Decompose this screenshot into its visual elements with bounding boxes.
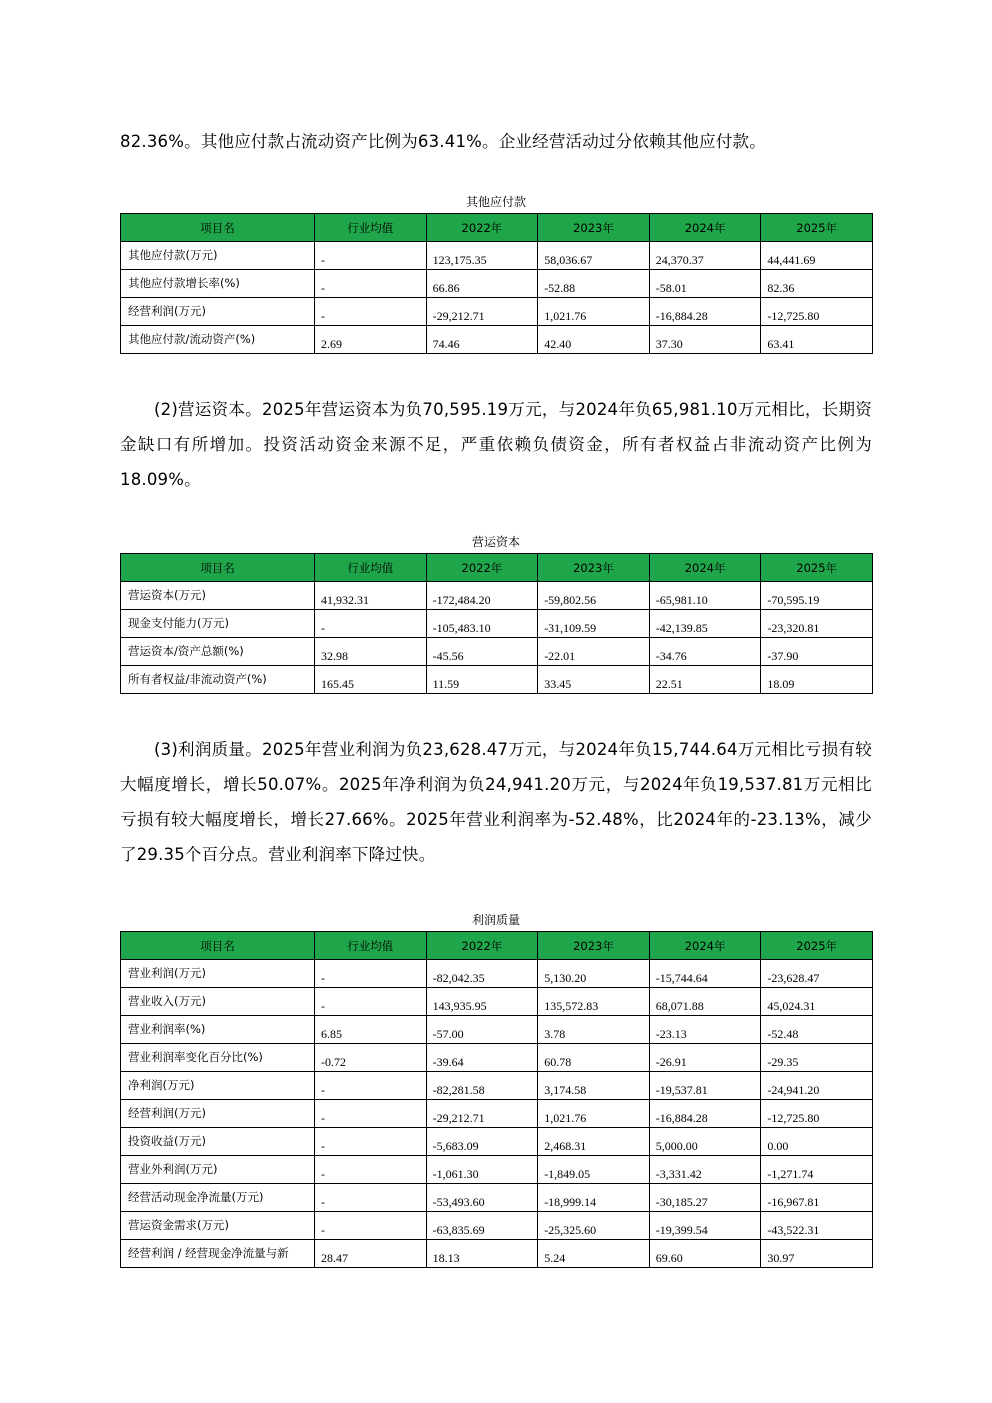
header-2023: 2023年 xyxy=(538,214,650,242)
cell-value: -30,185.27 xyxy=(649,1184,761,1212)
cell-value: 5,000.00 xyxy=(649,1128,761,1156)
cell-value: -172,484.20 xyxy=(426,582,538,610)
cell-value: 1,021.76 xyxy=(538,298,650,326)
cell-value: 24,370.37 xyxy=(649,242,761,270)
cell-value: 37.30 xyxy=(649,326,761,354)
table-row xyxy=(121,1240,873,1268)
cell-value: 74.46 xyxy=(426,326,538,354)
cell-value: -16,884.28 xyxy=(649,298,761,326)
table-caption-profit-quality: 利润质量 xyxy=(471,913,520,927)
row-label: 营业利润(万元) xyxy=(121,960,315,988)
cell-value: -25,325.60 xyxy=(538,1212,650,1240)
cell-value: 58,036.67 xyxy=(538,242,650,270)
cell-value: -45.56 xyxy=(426,638,538,666)
row-label: 营业利润率变化百分比(%) xyxy=(121,1044,315,1072)
cell-value: -29,212.71 xyxy=(426,1100,538,1128)
header-2024: 2024年 xyxy=(649,932,761,960)
cell-value: 69.60 xyxy=(649,1240,761,1268)
row-label: 经营活动现金净流量(万元) xyxy=(121,1184,315,1212)
cell-value: - xyxy=(315,270,427,298)
cell-value: -16,967.81 xyxy=(761,1184,873,1212)
table-row xyxy=(121,1072,873,1100)
cell-value: -3,331.42 xyxy=(649,1156,761,1184)
table-row xyxy=(121,1156,873,1184)
row-label: 营运资本/资产总额(%) xyxy=(121,638,315,666)
profit-quality-table xyxy=(120,931,873,1268)
cell-value: 82.36 xyxy=(761,270,873,298)
row-label: 经营利润(万元) xyxy=(121,1100,315,1128)
cell-value: - xyxy=(315,1128,427,1156)
cell-value: 3.78 xyxy=(538,1016,650,1044)
table-row xyxy=(121,326,873,354)
cell-value: -23,320.81 xyxy=(761,610,873,638)
cell-value: -0.72 xyxy=(315,1044,427,1072)
cell-value: -58.01 xyxy=(649,270,761,298)
cell-value: -1,061.30 xyxy=(426,1156,538,1184)
cell-value: 135,572.83 xyxy=(538,988,650,1016)
cell-value: 66.86 xyxy=(426,270,538,298)
cell-value: -52.88 xyxy=(538,270,650,298)
table-row xyxy=(121,1100,873,1128)
cell-value: - xyxy=(315,1156,427,1184)
cell-value: -5,683.09 xyxy=(426,1128,538,1156)
cell-value: -42,139.85 xyxy=(649,610,761,638)
cell-value: -23,628.47 xyxy=(761,960,873,988)
cell-value: 11.59 xyxy=(426,666,538,694)
header-item-name: 项目名 xyxy=(121,554,315,582)
cell-value: 6.85 xyxy=(315,1016,427,1044)
cell-value: - xyxy=(315,1100,427,1128)
cell-value: - xyxy=(315,610,427,638)
other-payables-table xyxy=(120,213,873,354)
cell-value: 28.47 xyxy=(315,1240,427,1268)
header-item-name: 项目名 xyxy=(121,214,315,242)
row-label: 净利润(万元) xyxy=(121,1072,315,1100)
cell-value: 45,024.31 xyxy=(761,988,873,1016)
table-row xyxy=(121,666,873,694)
cell-value: -59,802.56 xyxy=(538,582,650,610)
row-label: 营业利润率(%) xyxy=(121,1016,315,1044)
header-2023: 2023年 xyxy=(538,554,650,582)
working-capital-table xyxy=(120,553,873,694)
cell-value: 68,071.88 xyxy=(649,988,761,1016)
cell-value: -29.35 xyxy=(761,1044,873,1072)
header-item-name: 项目名 xyxy=(121,932,315,960)
cell-value: - xyxy=(315,242,427,270)
cell-value: -24,941.20 xyxy=(761,1072,873,1100)
row-label: 其他应付款(万元) xyxy=(121,242,315,270)
table-row xyxy=(121,1212,873,1240)
cell-value: -22.01 xyxy=(538,638,650,666)
cell-value: -12,725.80 xyxy=(761,298,873,326)
header-industry-avg: 行业均值 xyxy=(315,932,427,960)
profit-quality-paragraph: (3)利润质量。2025年营业利润为负23,628.47万元，与2024年负15,744.64万元相比亏损有较大幅度增长，增长50.07%。2025年净利润为负24,941.20万元，与2024年负19,537.81万元相比亏损有较大幅度增长，增长27.66%。2025年营业利润率为-52.48%，比2024年的-23.13%，减少了29.35个百分点。营业利润率下降过快。 xyxy=(120,740,872,864)
header-2024: 2024年 xyxy=(649,554,761,582)
cell-value: -70,595.19 xyxy=(761,582,873,610)
row-label: 营运资金需求(万元) xyxy=(121,1212,315,1240)
header-2023: 2023年 xyxy=(538,932,650,960)
cell-value: -39.64 xyxy=(426,1044,538,1072)
row-label: 现金支付能力(万元) xyxy=(121,610,315,638)
cell-value: -53,493.60 xyxy=(426,1184,538,1212)
cell-value: -23.13 xyxy=(649,1016,761,1044)
header-2025: 2025年 xyxy=(761,554,873,582)
table-row xyxy=(121,610,873,638)
row-label: 营业外利润(万元) xyxy=(121,1156,315,1184)
table-header-row xyxy=(121,932,873,960)
cell-value: 42.40 xyxy=(538,326,650,354)
cell-value: -37.90 xyxy=(761,638,873,666)
cell-value: 41,932.31 xyxy=(315,582,427,610)
header-industry-avg: 行业均值 xyxy=(315,214,427,242)
cell-value: -34.76 xyxy=(649,638,761,666)
header-2022: 2022年 xyxy=(426,214,538,242)
row-label: 经营利润 / 经营现金净流量与新 xyxy=(121,1240,315,1268)
table-row xyxy=(121,988,873,1016)
cell-value: - xyxy=(315,1212,427,1240)
table-row xyxy=(121,1184,873,1212)
cell-value: -31,109.59 xyxy=(538,610,650,638)
row-label: 所有者权益/非流动资产(%) xyxy=(121,666,315,694)
cell-value: -57.00 xyxy=(426,1016,538,1044)
cell-value: 63.41 xyxy=(761,326,873,354)
cell-value: 44,441.69 xyxy=(761,242,873,270)
cell-value: -1,271.74 xyxy=(761,1156,873,1184)
table-row xyxy=(121,242,873,270)
cell-value: - xyxy=(315,988,427,1016)
cell-value: -26.91 xyxy=(649,1044,761,1072)
cell-value: -15,744.64 xyxy=(649,960,761,988)
cell-value: 32.98 xyxy=(315,638,427,666)
cell-value: -29,212.71 xyxy=(426,298,538,326)
table-row xyxy=(121,1016,873,1044)
cell-value: 0.00 xyxy=(761,1128,873,1156)
cell-value: 22.51 xyxy=(649,666,761,694)
cell-value: 1,021.76 xyxy=(538,1100,650,1128)
cell-value: - xyxy=(315,1184,427,1212)
table-row xyxy=(121,582,873,610)
cell-value: -19,399.54 xyxy=(649,1212,761,1240)
table-header-row xyxy=(121,214,873,242)
cell-value: 2,468.31 xyxy=(538,1128,650,1156)
header-2025: 2025年 xyxy=(761,214,873,242)
cell-value: -105,483.10 xyxy=(426,610,538,638)
table-row xyxy=(121,270,873,298)
row-label: 其他应付款/流动资产(%) xyxy=(121,326,315,354)
row-label: 其他应付款增长率(%) xyxy=(121,270,315,298)
cell-value: -52.48 xyxy=(761,1016,873,1044)
cell-value: -16,884.28 xyxy=(649,1100,761,1128)
cell-value: 3,174.58 xyxy=(538,1072,650,1100)
cell-value: 2.69 xyxy=(315,326,427,354)
row-label: 营业收入(万元) xyxy=(121,988,315,1016)
cell-value: 123,175.35 xyxy=(426,242,538,270)
header-industry-avg: 行业均值 xyxy=(315,554,427,582)
table-row xyxy=(121,960,873,988)
top-paragraph: 82.36%。其他应付款占流动资产比例为63.41%。企业经营活动过分依赖其他应付款。 xyxy=(120,132,766,151)
cell-value: -1,849.05 xyxy=(538,1156,650,1184)
cell-value: 165.45 xyxy=(315,666,427,694)
cell-value: -19,537.81 xyxy=(649,1072,761,1100)
working-capital-paragraph: (2)营运资本。2025年营运资本为负70,595.19万元，与2024年负65,981.10万元相比，长期资金缺口有所增加。投资活动资金来源不足，严重依赖负债资金，所有者权益占非流动资产比例为18.09%。 xyxy=(120,400,872,489)
table-row xyxy=(121,1128,873,1156)
table-row xyxy=(121,638,873,666)
cell-value: - xyxy=(315,298,427,326)
cell-value: -82,281.58 xyxy=(426,1072,538,1100)
cell-value: 33.45 xyxy=(538,666,650,694)
cell-value: 60.78 xyxy=(538,1044,650,1072)
row-label: 投资收益(万元) xyxy=(121,1128,315,1156)
table-header-row xyxy=(121,554,873,582)
cell-value: -63,835.69 xyxy=(426,1212,538,1240)
table-caption-working-capital: 营运资本 xyxy=(471,535,520,549)
table-caption-other-payables: 其他应付款 xyxy=(465,195,526,209)
cell-value: 18.13 xyxy=(426,1240,538,1268)
cell-value: -65,981.10 xyxy=(649,582,761,610)
cell-value: -12,725.80 xyxy=(761,1100,873,1128)
header-2025: 2025年 xyxy=(761,932,873,960)
cell-value: - xyxy=(315,1072,427,1100)
cell-value: -43,522.31 xyxy=(761,1212,873,1240)
header-2022: 2022年 xyxy=(426,932,538,960)
table-row xyxy=(121,298,873,326)
cell-value: - xyxy=(315,960,427,988)
header-2022: 2022年 xyxy=(426,554,538,582)
cell-value: -18,999.14 xyxy=(538,1184,650,1212)
row-label: 营运资本(万元) xyxy=(121,582,315,610)
header-2024: 2024年 xyxy=(649,214,761,242)
cell-value: -82,042.35 xyxy=(426,960,538,988)
cell-value: 5.24 xyxy=(538,1240,650,1268)
cell-value: 18.09 xyxy=(761,666,873,694)
row-label: 经营利润(万元) xyxy=(121,298,315,326)
table-row xyxy=(121,1044,873,1072)
cell-value: 5,130.20 xyxy=(538,960,650,988)
cell-value: 143,935.95 xyxy=(426,988,538,1016)
cell-value: 30.97 xyxy=(761,1240,873,1268)
